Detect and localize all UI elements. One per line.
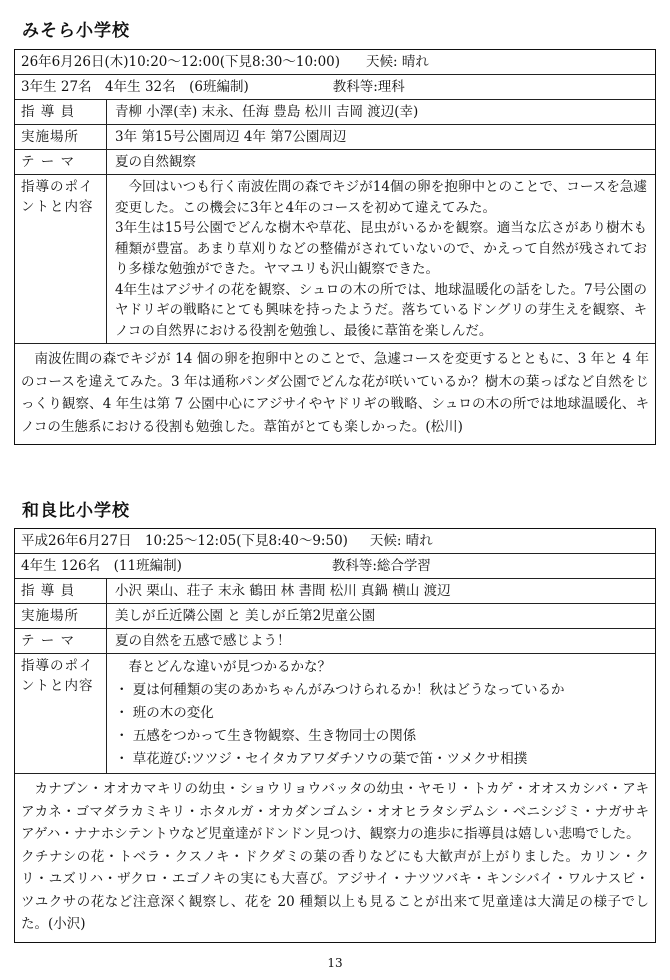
points-label: 指導のポイ ントと内容 bbox=[15, 175, 107, 343]
date-row bbox=[15, 529, 655, 554]
points-text bbox=[107, 175, 655, 343]
report-table-warabi bbox=[14, 528, 656, 943]
grades-row bbox=[15, 554, 655, 579]
point-paragraph: 今回はいつも行く南波佐間の森でキジが14個の卵を抱卵中とのことで、コースを急遽変更した。この機会に3年と4年のコースを初めて違えてみた。 bbox=[115, 179, 647, 216]
subject-text: 教科等:総合学習 bbox=[331, 558, 431, 574]
instructors-label: 指 導 員 bbox=[15, 100, 107, 124]
point-paragraph: 4年生はアジサイの花を観察、シュロの木の所では、地球温暖化の話をした。7号公園のヤドリギの戦略にとても興味を持ったようだ。落ちているドングリの芽生えを観察、キノコの自然界における役割を勉強し、最後に葦笛を楽しんだ。 bbox=[115, 281, 647, 339]
point-bullet: ・ 草花遊び:ツツジ・セイタカアワダチソウの葉で笛・ツメクサ相撲 bbox=[115, 751, 528, 767]
points-intro: 春とどんな違いが見つかるかな？ bbox=[128, 659, 331, 675]
summary-row bbox=[15, 774, 655, 942]
point-bullet: ・ 五感をつかって生き物観察、生き物同士の関係 bbox=[115, 728, 417, 744]
theme-label: テ ー マ bbox=[15, 150, 107, 174]
instructors-row bbox=[15, 100, 655, 125]
points-text bbox=[107, 654, 655, 773]
point-paragraph: 3年生は15号公園でどんな樹木や草花、昆虫がいるかを観察。適当な広さがあり樹木も種類が豊富。あまり草刈りなどの整備がされていないので、かえって自然が残されており多様な勉強ができた。ヤマユリも沢山観察できた。 bbox=[115, 220, 647, 277]
place-row bbox=[15, 604, 655, 629]
subject-text: 教科等:理科 bbox=[332, 79, 405, 95]
school-title-misora: みそら小学校 bbox=[22, 21, 130, 41]
theme-text: 夏の自然観察 bbox=[115, 154, 196, 170]
page-number: 13 bbox=[327, 956, 343, 970]
point-bullet: ・ 班の木の変化 bbox=[115, 705, 214, 721]
grades-text: 4年生 126名 (11班編制) bbox=[21, 558, 182, 574]
instructors-row bbox=[15, 579, 655, 604]
weather-text: 天候: 晴れ bbox=[369, 533, 433, 549]
grades-row bbox=[15, 75, 655, 100]
place-text: 3年 第15号公園周辺 4年 第7公園周辺 bbox=[115, 129, 347, 145]
instructors-text: 青柳 小澤(幸) 末永、任海 豊島 松川 吉岡 渡辺(幸) bbox=[115, 104, 419, 120]
summary-text: カナブン・オオカマキリの幼虫・ショウリョウバッタの幼虫・ヤモリ・トカゲ・オオスカシバ・アキアカネ・ゴマダラカミキリ・ホタルガ・オカダンゴムシ・オオヒラタシデムシ・ベニシジミ・ナガサキアゲハ・ナナホシテントウなど児童達がドンドン見つけ、観察力の進歩に指導員は嬉しい悲鳴でした。 クチナシの花・トベラ・クスノキ・ドクダミの葉の香りなどにも大歓声が上がりました。カリン・クリ・ユズリハ・ザクロ・エゴノキの実にも大喜び。アジサイ・ナツツバキ・キンシバイ・ワルナスビ・ツユクサの花など注意深く観察し、花を 20 種類以上も見ることが出来て児童達は大満足の様子でした。(小沢) bbox=[21, 781, 649, 932]
instructors-label: 指 導 員 bbox=[15, 579, 107, 603]
place-label: 実施場所 bbox=[15, 125, 107, 149]
place-text: 美しが丘近隣公園 と 美しが丘第2児童公園 bbox=[115, 608, 376, 624]
theme-row bbox=[15, 629, 655, 654]
weather-text: 天候: 晴れ bbox=[366, 54, 429, 70]
grades-text: 3年生 27名 4年生 32名 (6班編制) bbox=[21, 79, 249, 95]
points-row bbox=[15, 175, 655, 344]
summary-text: 南波佐間の森でキジが 14 個の卵を抱卵中とのことで、急遽コースを変更するとともに、3 年と 4 年のコースを違えてみた。3 年は通称パンダ公園でどんな花が咲いているか？樹木の葉っぱなど自然をじっくり観察、4 年生は第 7 公園中心にアジサイやヤドリギの戦略、シュロの木の所では地球温暖化、キノコの生態系における役割も勉強した。葦笛がとても楽しかった。(松川) bbox=[21, 351, 649, 435]
theme-label: テ ー マ bbox=[15, 629, 107, 653]
instructors-text: 小沢 栗山、荘子 末永 鶴田 林 書間 松川 真鍋 横山 渡辺 bbox=[115, 583, 451, 599]
date-text: 平成26年6月27日 10:25～12:05(下見8:40～9:50) bbox=[21, 533, 348, 549]
date-row bbox=[15, 50, 655, 75]
summary-row bbox=[15, 344, 655, 444]
theme-text: 夏の自然を五感で感じよう！ bbox=[115, 633, 291, 649]
place-label: 実施場所 bbox=[15, 604, 107, 628]
school-title-warabi: 和良比小学校 bbox=[22, 501, 130, 521]
point-bullet: ・ 夏は何種類の実のあかちゃんがみつけられるか！秋はどうなっているか bbox=[115, 682, 565, 698]
date-text: 26年6月26日(木)10:20～12:00(下見8:30～10:00) bbox=[21, 54, 341, 70]
points-label: 指導のポイ ントと内容 bbox=[15, 654, 107, 773]
points-row bbox=[15, 654, 655, 774]
theme-row bbox=[15, 150, 655, 175]
report-table-misora bbox=[14, 49, 656, 445]
place-row bbox=[15, 125, 655, 150]
